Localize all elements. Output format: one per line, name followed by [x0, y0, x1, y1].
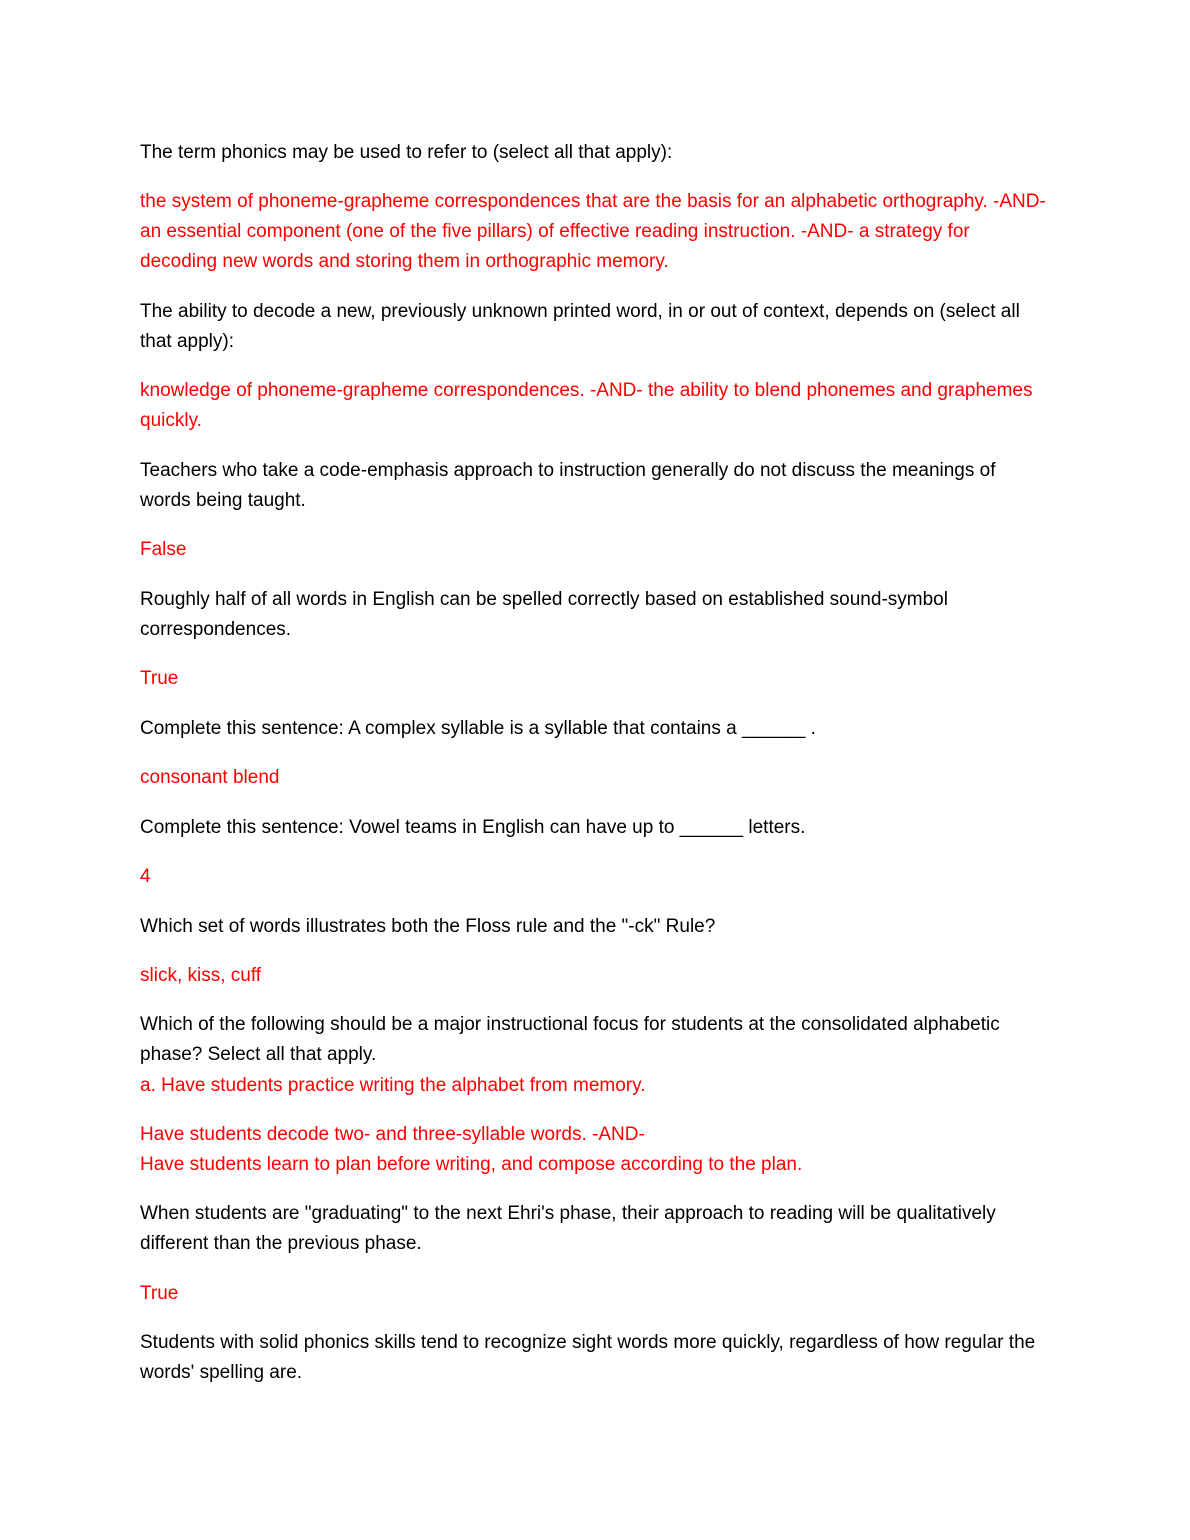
answer-8-option-a: a. Have students practice writing the alphabet from memory.	[140, 1075, 646, 1096]
answer-4: True	[140, 668, 179, 689]
question-6: Complete this sentence: Vowel teams in English can have up to ______ letters.	[140, 817, 806, 838]
answer-8-option-c: Have students learn to plan before writing, and compose according to the plan.	[140, 1154, 803, 1175]
answer-9: True	[140, 1283, 179, 1304]
answer-1: the system of phoneme-grapheme correspondences that are the basis for an alphabetic orthography. -AND- an essential component (one of the five pillars) of effective reading instruction. -AND- a strategy for decoding new words and storing them in orthographic memory.	[140, 191, 1046, 272]
answer-2: knowledge of phoneme-grapheme correspondences. -AND- the ability to blend phonemes and graphemes quickly.	[140, 380, 1033, 431]
answer-6: 4	[140, 866, 151, 887]
question-5: Complete this sentence: A complex syllable is a syllable that contains a ______ .	[140, 718, 816, 739]
question-10: Students with solid phonics skills tend to recognize sight words more quickly, regardless of how regular the words' spelling are.	[140, 1332, 1036, 1383]
answer-8-option-b: Have students decode two- and three-syllable words. -AND-	[140, 1124, 645, 1145]
question-7: Which set of words illustrates both the Floss rule and the "-ck" Rule?	[140, 916, 716, 937]
answer-3: False	[140, 539, 187, 560]
question-9: When students are "graduating" to the next Ehri's phase, their approach to reading will be qualitatively different than the previous phase.	[140, 1203, 996, 1254]
answer-7: slick, kiss, cuff	[140, 965, 262, 986]
question-3: Teachers who take a code-emphasis approach to instruction generally do not discuss the meanings of words being taught.	[140, 460, 996, 511]
question-4: Roughly half of all words in English can be spelled correctly based on established sound-symbol correspondences.	[140, 589, 948, 640]
question-8: Which of the following should be a major instructional focus for students at the consolidated alphabetic phase? Select all that apply.	[140, 1014, 1000, 1065]
question-1: The term phonics may be used to refer to (select all that apply):	[140, 142, 673, 163]
answer-5: consonant blend	[140, 767, 280, 788]
question-2: The ability to decode a new, previously unknown printed word, in or out of context, depends on (select all that apply):	[140, 301, 1020, 352]
